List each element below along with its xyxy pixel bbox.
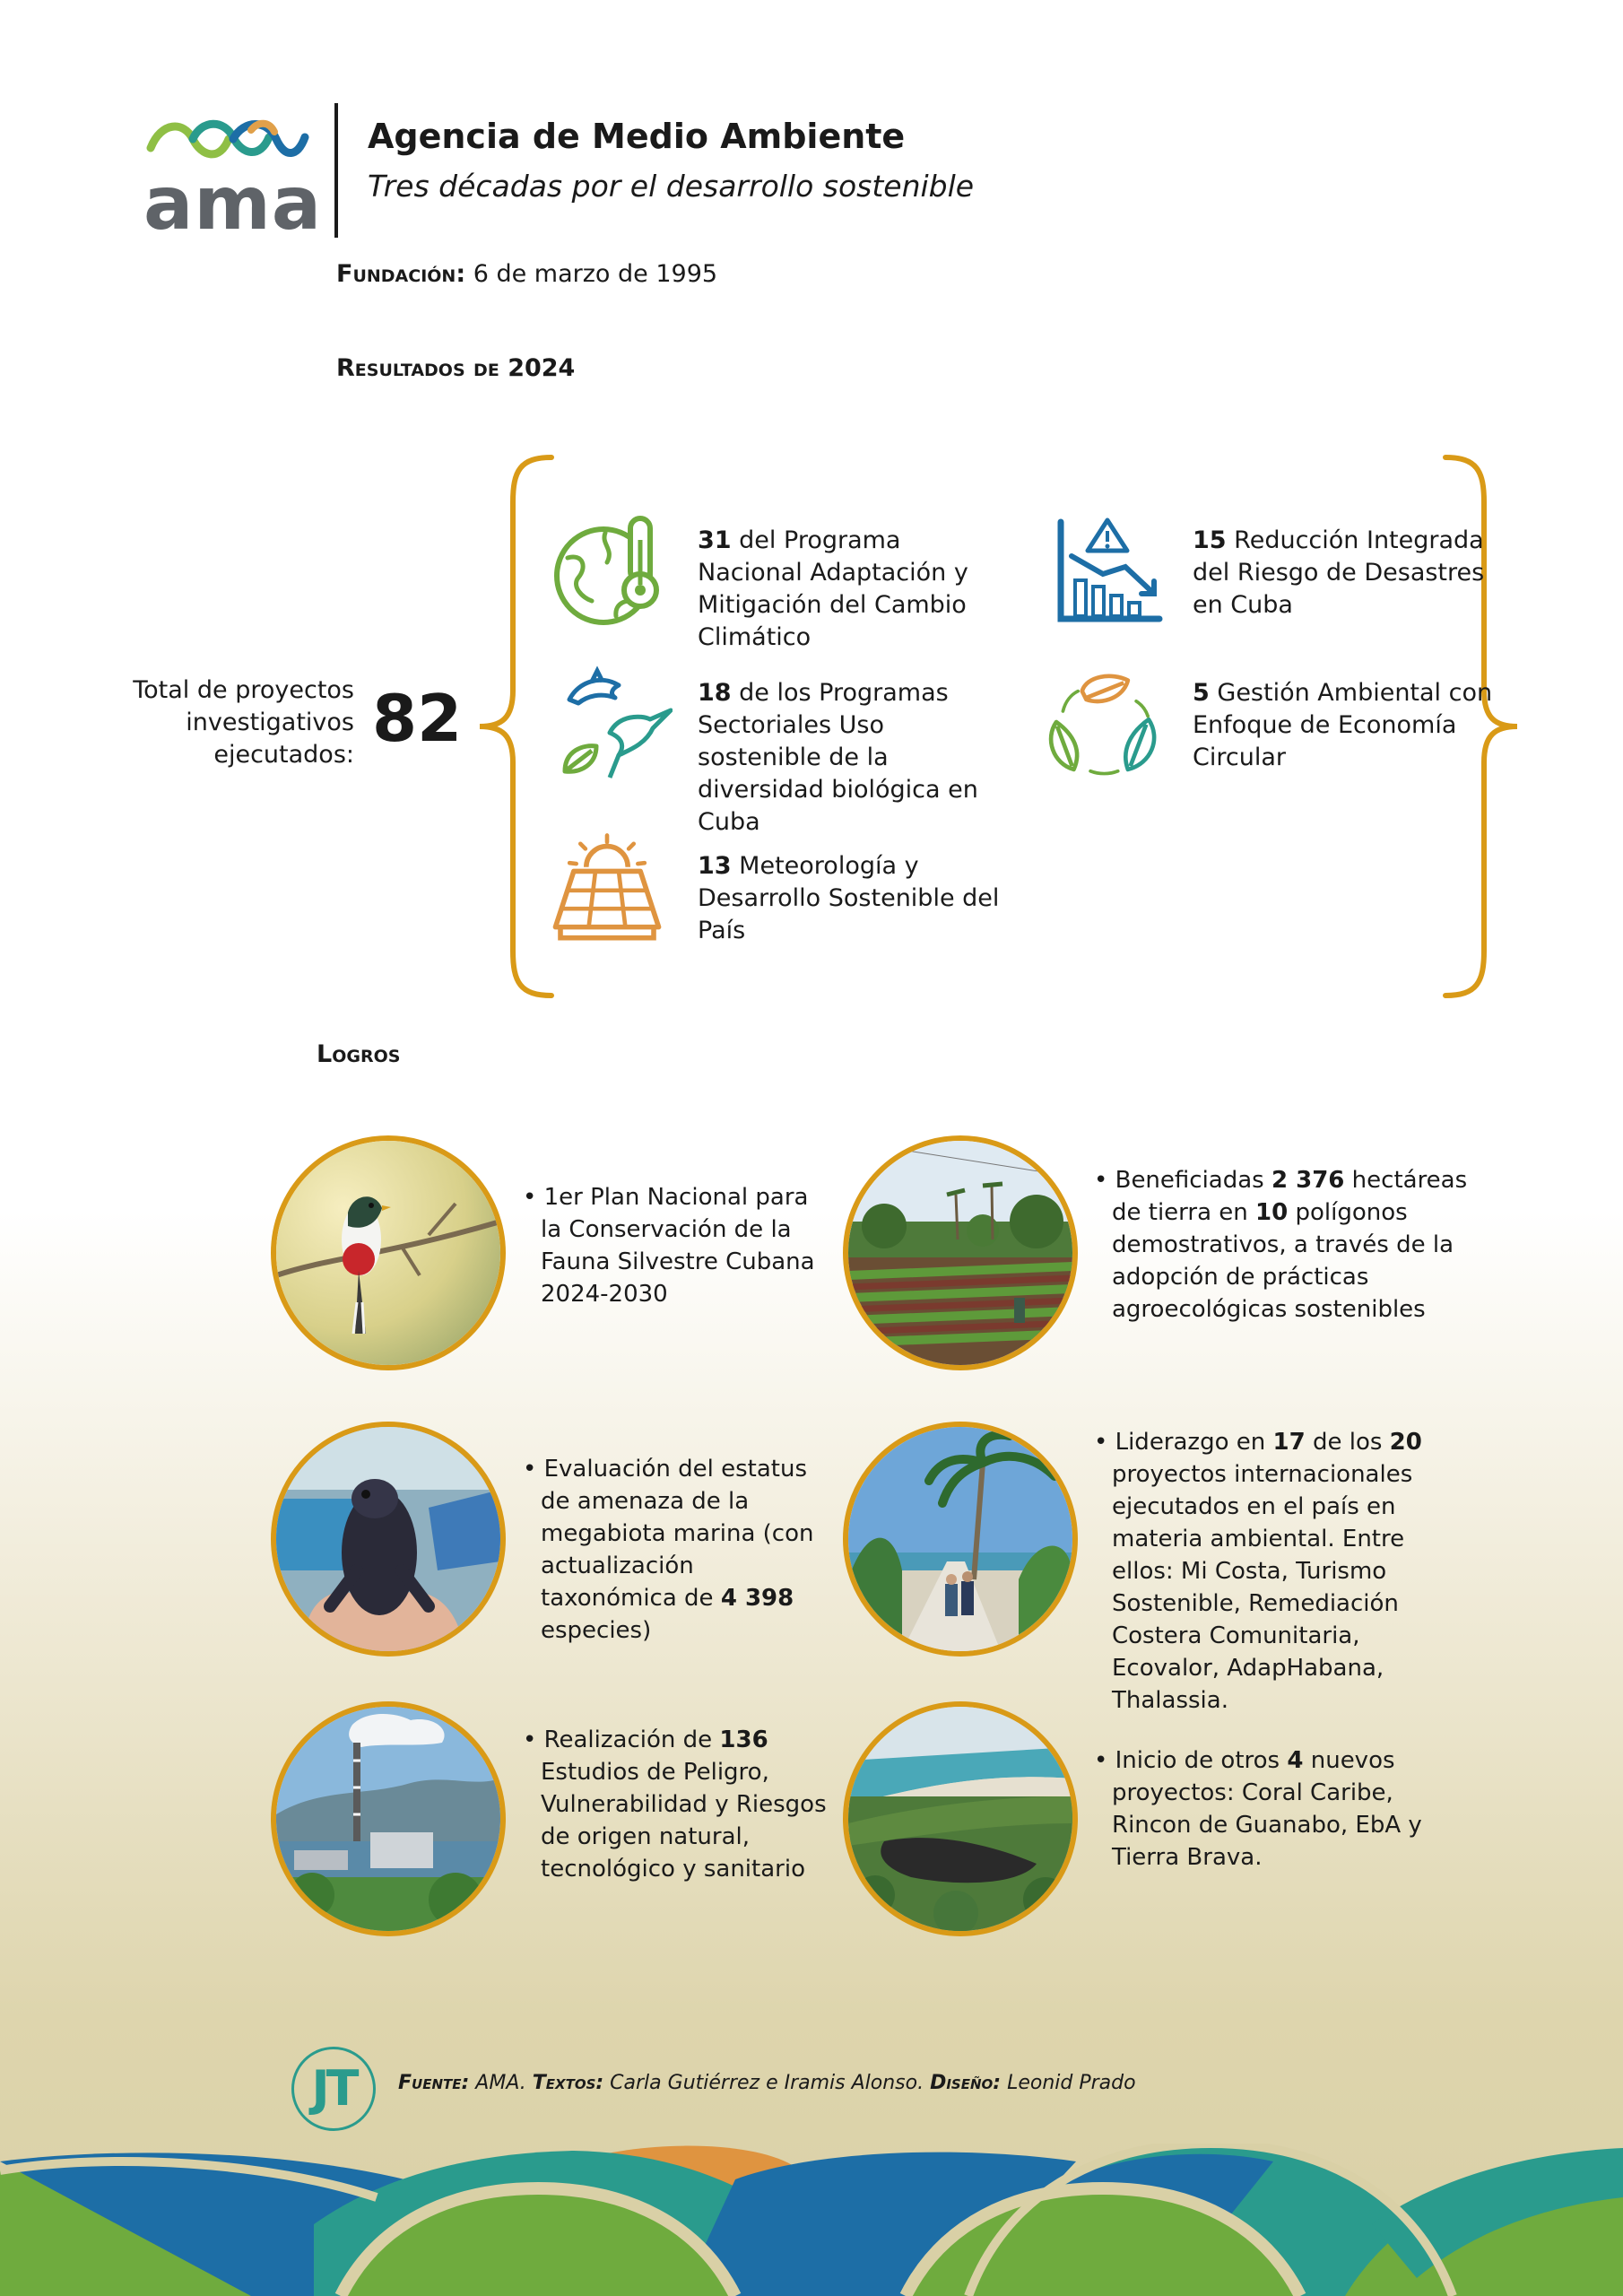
category-item [698,677,1002,839]
achievement-text: proyectos internacionales ejecutados en el país en materia ambiental. Entre ellos: Mi Costa, Turismo Sostenible, Remediación Costera Comunitaria, Ecovalor, AdapHabana, Thalassia. [1112,1461,1413,1714]
category-label: de los Programas Sectoriales Uso sostenible de la diversidad biológica en Cuba [698,679,978,836]
foundation-label: Fundación: [336,260,466,288]
total-projects-label: Total de proyectos investigativos ejecutados: [133,676,354,769]
header-divider [334,103,338,238]
page-subtitle: Tres décadas por el desarrollo sostenible [368,169,975,204]
risk-chart-icon [1054,513,1170,630]
category-label: Gestión Ambiental con Enfoque de Economía Circular [1193,679,1493,771]
category-label: Reducción Integrada del Riesgo de Desastres en Cuba [1193,526,1485,619]
ama-logo [143,112,323,247]
achievement-item [1094,1744,1471,1874]
category-item [1193,525,1497,622]
achievement-item [1094,1426,1462,1717]
results-heading: Resultados de 2024 [336,354,576,382]
category-item [698,850,1002,947]
category-count: 15 [1193,526,1227,554]
achievement-photo-turtle [271,1422,506,1657]
texts-label: Textos: [532,2072,604,2094]
recycle-leaves-icon [1045,664,1161,780]
achievement-item [523,1181,828,1310]
category-count: 5 [1193,679,1210,707]
achievement-highlight: 10 [1255,1199,1289,1226]
achievement-photo-coast [843,1701,1078,1936]
design-value: Leonid Prado [1001,2072,1136,2094]
achievement-photo-power-plant [271,1701,506,1936]
achievement-text: • Liderazgo en [1094,1429,1273,1456]
total-projects-value: 82 [372,681,463,756]
achievement-text: • Beneficiadas [1094,1167,1271,1194]
category-item [698,525,1002,654]
source-label: Fuente: [398,2072,470,2094]
category-label: Meteorología y Desarrollo Sostenible del País [698,852,1000,944]
achievement-highlight: 20 [1389,1429,1422,1456]
achievements-heading: Logros [317,1040,401,1068]
category-item [1193,677,1497,774]
achievement-highlight: 17 [1272,1429,1306,1456]
globe-thermometer-icon [551,513,668,630]
design-label: Diseño: [930,2072,1002,2094]
source-value: AMA. [469,2072,533,2094]
achievement-text: • Evaluación del estatus de amenaza de la megabiota marina (con actualización taxonómica de [523,1456,814,1612]
achievement-item [523,1453,828,1647]
achievement-highlight: 4 [1287,1747,1304,1774]
texts-value: Carla Gutiérrez e Iramis Alonso. [603,2072,931,2094]
category-count: 31 [698,526,732,554]
brand-wordmark: ama [143,161,323,247]
achievement-highlight: 136 [719,1726,768,1753]
jt-logo: JT [291,2047,376,2131]
achievement-text: • Inicio de otros [1094,1747,1288,1774]
achievement-text: • Realización de [523,1726,720,1753]
achievement-item [523,1724,828,1885]
achievement-text: Estudios de Peligro, Vulnerabilidad y Riesgos de origen natural, tecnológico y sanitario [541,1759,827,1883]
achievement-text: nuevos proyectos: Coral Caribe, Rincon de Guanabo, EbA y Tierra Brava. [1112,1747,1422,1871]
achievement-highlight: 4 398 [720,1585,794,1612]
page-title: Agencia de Medio Ambiente [368,117,906,156]
dolphin-hummingbird-icon [556,665,673,782]
achievement-text: • 1er Plan Nacional para la Conservación de la Fauna Silvestre Cubana 2024-2030 [523,1184,815,1308]
achievement-item [1094,1164,1471,1326]
foundation-date: 6 de marzo de 1995 [473,260,718,288]
achievement-photo-bird [271,1135,506,1370]
foundation-line [336,260,717,288]
credits-line [398,2072,1136,2094]
achievement-photo-fields [843,1135,1078,1370]
achievement-text: de los [1305,1429,1390,1456]
achievement-text: hectáreas de tierra en [1112,1167,1468,1226]
category-count: 18 [698,679,732,707]
achievement-text: polígonos demostrativos, a través de la adopción de prácticas agroecológicas sostenibles [1112,1199,1454,1323]
achievement-text: especies) [541,1617,652,1644]
solar-panel-icon [549,830,665,946]
achievement-photo-beach [843,1422,1078,1657]
category-label: del Programa Nacional Adaptación y Mitigación del Cambio Climático [698,526,968,651]
wave-decoration [0,2144,1623,2296]
category-count: 13 [698,852,732,880]
achievement-highlight: 2 376 [1271,1167,1345,1194]
